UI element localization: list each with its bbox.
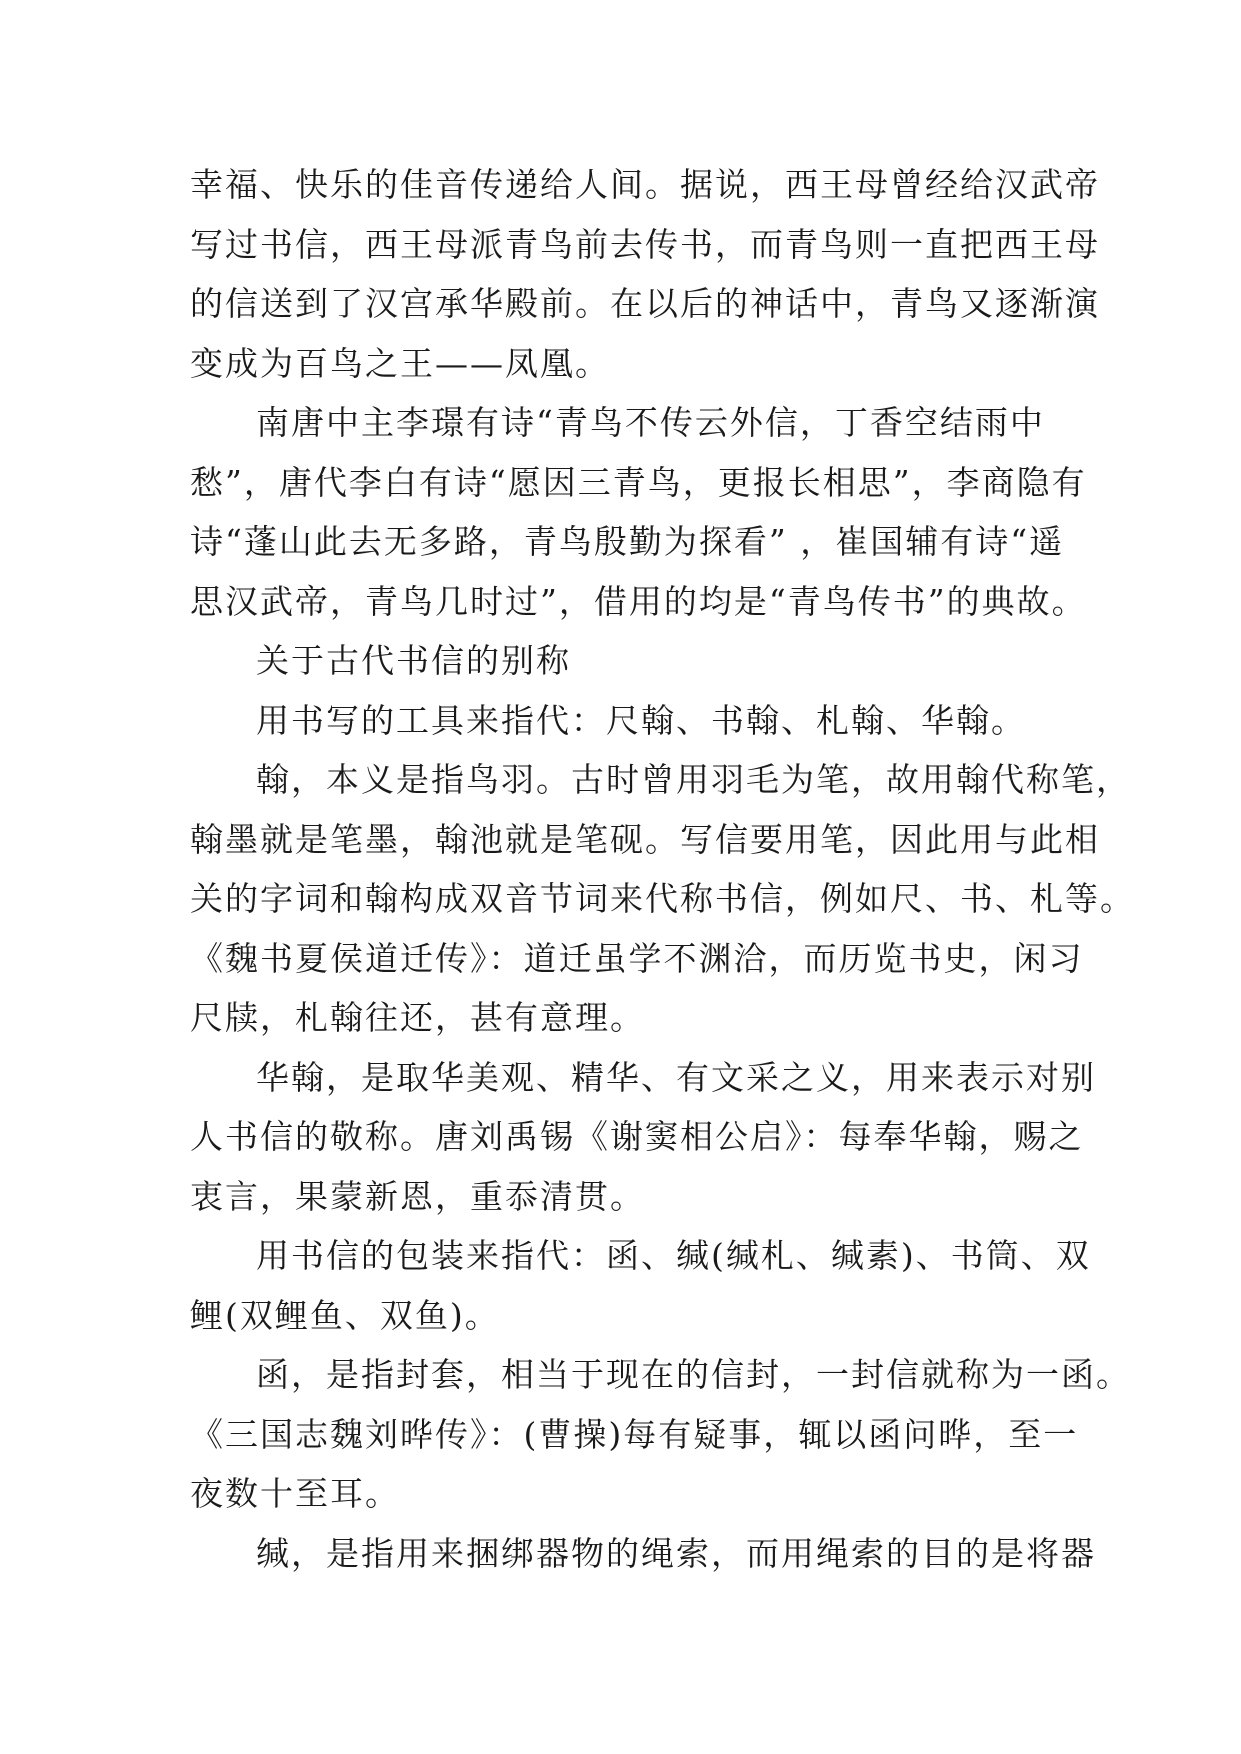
text-line: 衷言，果蒙新恩，重忝清贯。 — [190, 1176, 645, 1216]
text-line: 《三国志魏刘晔传》：(曹操)每有疑事，辄以函问晔，至一 — [190, 1414, 1079, 1454]
text-line: 关的字词和翰构成双音节词来代称书信，例如尺、书、札等。 — [190, 879, 1135, 918]
paragraph-start-line: 华翰，是取华美观、精华、有文采之义，用来表示对别 — [256, 1057, 1096, 1097]
text-line: 尺牍，札翰往还，甚有意理。 — [190, 998, 645, 1037]
paragraph-start-line: 用书信的包装来指代：函、缄(缄札、缄素)、书筒、双 — [256, 1236, 1091, 1275]
text-line: 《魏书夏侯道迁传》：道迁虽学不渊洽，而历览书史，闲习 — [190, 938, 1084, 978]
section-heading: 关于古代书信的别称 — [256, 641, 571, 680]
text-line: 诗“蓬山此去无多路，青鸟殷勤为探看” ，崔国辅有诗“遥 — [190, 522, 1065, 561]
text-line: 变成为百鸟之王——凤凰。 — [190, 343, 610, 383]
text-line: 鲤(双鲤鱼、双鱼)。 — [190, 1295, 500, 1335]
paragraph-start-line: 翰，本义是指鸟羽。古时曾用羽毛为笔，故用翰代称笔， — [256, 760, 1131, 799]
body-text — [190, 155, 1135, 1583]
paragraph-start-line: 用书写的工具来指代：尺翰、书翰、札翰、华翰。 — [256, 700, 1026, 740]
text-line: 幸福、快乐的佳音传递给人间。据说，西王母曾经给汉武帝 — [190, 165, 1100, 204]
text-line: 思汉武帝，青鸟几时过”，借用的均是“青鸟传书”的典故。 — [190, 581, 1087, 621]
paragraph-start-line: 南唐中主李璟有诗“青鸟不传云外信，丁香空结雨中 — [256, 403, 1045, 442]
text-line: 的信送到了汉宫承华殿前。在以后的神话中，青鸟又逐渐演 — [190, 284, 1100, 323]
text-line: 写过书信，西王母派青鸟前去传书，而青鸟则一直把西王母 — [190, 224, 1100, 264]
text-line: 人书信的敬称。唐刘禹锡《谢窦相公启》：每奉华翰，赐之 — [190, 1117, 1084, 1156]
paragraph-start-line: 函，是指封套，相当于现在的信封，一封信就称为一函。 — [256, 1355, 1131, 1394]
text-line: 翰墨就是笔墨，翰池就是笔砚。写信要用笔，因此用与此相 — [190, 819, 1100, 859]
text-line: 夜数十至耳。 — [190, 1474, 400, 1513]
text-line: 愁”，唐代李白有诗“愿因三青鸟，更报长相思”，李商隐有 — [190, 462, 1087, 502]
paragraph-start-line: 缄，是指用来捆绑器物的绳索，而用绳索的目的是将器 — [256, 1533, 1096, 1573]
